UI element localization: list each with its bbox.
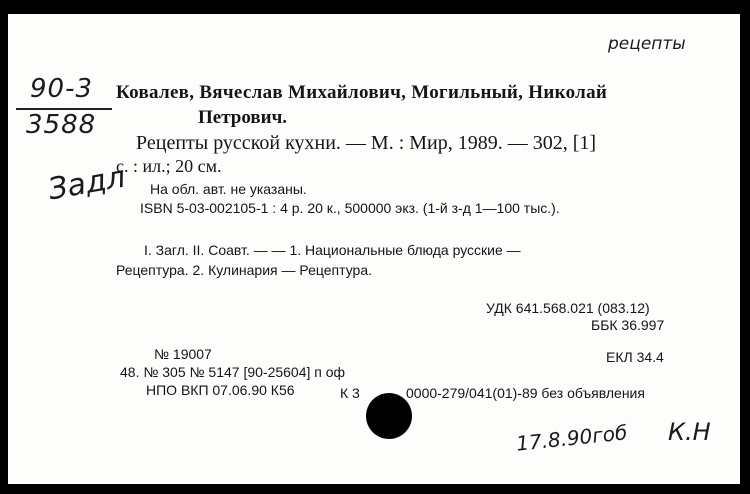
handwritten-subject-note: рецепты (608, 34, 686, 54)
card-punch-hole (366, 393, 412, 439)
tracings-line-1: I. Загл. II. Соавт. — — 1. Национальные блюда русские — (144, 242, 521, 258)
catalog-card (8, 14, 740, 484)
k-line: 0000-279/041(01)-89 без объявления (406, 385, 645, 401)
isbn-line: ISBN 5-03-002105-1 : 4 р. 20 к., 500000 экз. (1-й з-д 1—100 тыс.). (140, 200, 560, 216)
handwritten-date: 17.8.90гоб (515, 420, 629, 456)
handwritten-signature: К.Н (668, 418, 711, 446)
authors-line: Ковалев, Вячеслав Михайлович, Могильный, Николай (116, 82, 608, 103)
title-line: Рецепты русской кухни. — М. : Мир, 1989. — 302, [1] (136, 132, 597, 154)
tracings-line-2: Рецептура. 2. Кулинария — Рецептура. (116, 262, 372, 278)
note-line: На обл. авт. не указаны. (150, 181, 307, 197)
print-info-line: 48. № 305 № 5147 [90-25604] п оф (120, 364, 346, 380)
record-number: № 19007 (154, 346, 212, 362)
udk-code: УДК 641.568.021 (083.12) (486, 300, 650, 316)
handwritten-initials: Задл (45, 159, 128, 208)
handwritten-call-number-bottom: 3588 (26, 110, 97, 140)
title-line-continuation: с. : ил.; 20 см. (116, 156, 222, 176)
authors-continuation: Петрович. (198, 107, 288, 128)
handwritten-call-number-top: 90-3 (30, 74, 94, 104)
k-line-prefix: К 3 (340, 385, 360, 401)
bbk-code: ББК 36.997 (591, 317, 665, 333)
ekl-code: ЕКЛ 34.4 (606, 349, 664, 365)
npo-line: НПО ВКП 07.06.90 К56 (146, 382, 295, 398)
